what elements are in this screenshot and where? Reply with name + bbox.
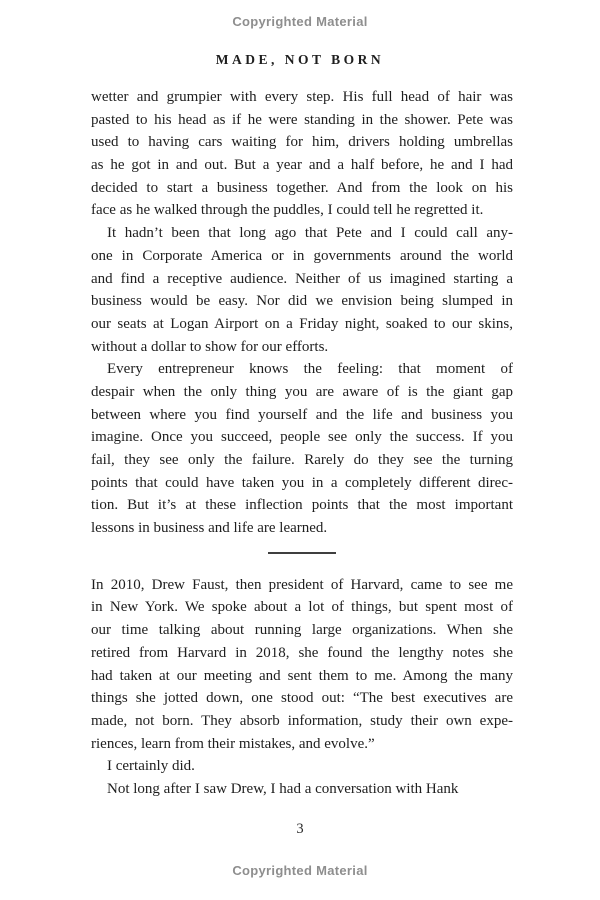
chapter-running-header: MADE, NOT BORN xyxy=(215,52,385,67)
paragraph xyxy=(91,755,513,778)
text-line: decided to start a business together. And from the look on his xyxy=(91,179,513,196)
text-line: tion. But it’s at these inflection points that the most important xyxy=(91,497,513,514)
text-line: I certainly did. xyxy=(107,758,195,775)
text-line: one in Corporate America or in governments around the world xyxy=(91,247,513,264)
text-line: things she jotted down, one stood out: “The best executives are xyxy=(91,690,513,707)
text-line: made, not born. They absorb information, study their own expe- xyxy=(91,712,513,729)
text-line: despair when the only thing you are aware of is the giant gap xyxy=(91,383,513,400)
paragraph xyxy=(91,222,513,358)
copyright-notice-bottom: Copyrighted Material xyxy=(232,863,368,878)
text-line: face as he walked through the puddles, I could tell he regretted it. xyxy=(91,202,484,219)
text-line: retired from Harvard in 2018, she found the lengthy notes she xyxy=(91,644,513,661)
section-divider xyxy=(91,540,513,574)
text-line: It hadn’t been that long ago that Pete and I could call any- xyxy=(107,225,513,242)
text-line: and find a receptive audience. Neither of us imagined starting a xyxy=(91,270,513,287)
text-line: had taken at our meeting and sent them to me. Among the many xyxy=(91,667,513,684)
text-line: fail, they see only the failure. Rarely do they see the turning xyxy=(91,452,513,468)
text-line: Not long after I saw Drew, I had a conversation with Hank xyxy=(107,780,459,797)
text-line: pasted to his head as if he were standing in the shower. Pete was xyxy=(91,111,513,128)
body-text xyxy=(91,86,513,801)
text-line: wetter and grumpier with every step. His full head of hair was xyxy=(91,89,513,105)
text-line: between where you find yourself and the life and business you xyxy=(91,406,513,423)
text-line: as he got in and out. But a year and a half before, he and I had xyxy=(91,157,513,174)
text-line: our seats at Logan Airport on a Friday night, soaked to our skins, xyxy=(91,315,513,332)
text-line: our time talking about running large organizations. When she xyxy=(91,622,513,639)
paragraph xyxy=(91,86,513,222)
text-line: imagine. Once you succeed, people see only the success. If you xyxy=(91,429,513,446)
text-line: lessons in business and life are learned. xyxy=(91,520,328,537)
text-line: without a dollar to show for our efforts. xyxy=(91,338,329,355)
text-line: In 2010, Drew Faust, then president of Harvard, came to see me xyxy=(91,576,513,593)
section-divider-line xyxy=(268,552,336,554)
copyright-notice-top: Copyrighted Material xyxy=(232,14,368,29)
text-line: used to having cars waiting for him, drivers holding umbrellas xyxy=(91,134,513,151)
paragraph xyxy=(91,358,513,540)
text-line: riences, learn from their mistakes, and evolve.” xyxy=(91,735,375,752)
page-number: 3 xyxy=(296,821,304,837)
paragraph xyxy=(91,574,513,756)
text-line: points that could have taken you in a completely different direc- xyxy=(91,474,513,491)
paragraph xyxy=(91,778,513,801)
text-line: Every entrepreneur knows the feeling: that moment of xyxy=(107,361,513,378)
text-line: business would be easy. Nor did we envision being slumped in xyxy=(91,293,513,310)
text-line: in New York. We spoke about a lot of things, but spent most of xyxy=(91,599,513,616)
